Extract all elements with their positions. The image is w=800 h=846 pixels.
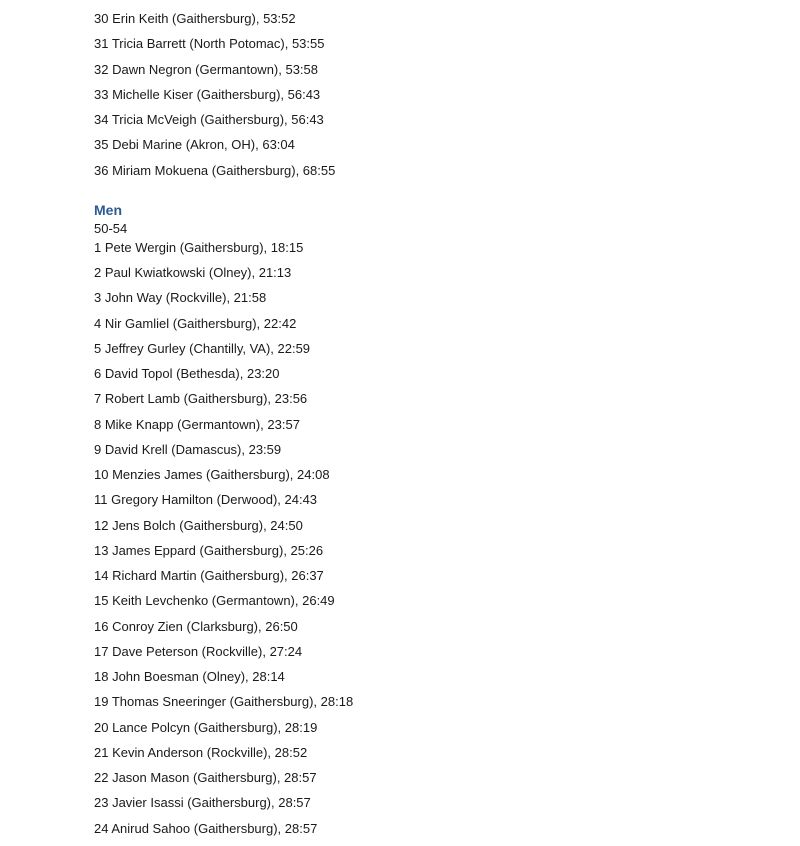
result-entry: 3 John Way (Rockville), 21:58 (94, 290, 267, 306)
result-entry: 34 Tricia McVeigh (Gaithersburg), 56:43 (94, 112, 324, 128)
age-group-label: 50-54 (94, 220, 128, 236)
result-entry: 15 Keith Levchenko (Germantown), 26:49 (94, 593, 335, 609)
men-section-heading: Men (94, 201, 122, 218)
result-entry: 17 Dave Peterson (Rockville), 27:24 (94, 643, 303, 659)
result-entry: 21 Kevin Anderson (Rockville), 28:52 (94, 744, 308, 760)
result-entry: 20 Lance Polcyn (Gaithersburg), 28:19 (94, 719, 318, 735)
result-entry: 6 David Topol (Bethesda), 23:20 (94, 366, 280, 382)
result-entry: 23 Javier Isassi (Gaithersburg), 28:57 (94, 795, 311, 811)
result-entry: 16 Conroy Zien (Clarksburg), 26:50 (94, 618, 298, 634)
result-entry: 4 Nir Gamliel (Gaithersburg), 22:42 (94, 315, 297, 331)
result-entry: 7 Robert Lamb (Gaithersburg), 23:56 (94, 391, 308, 407)
women-results-list (94, 0, 774, 179)
result-entry: 5 Jeffrey Gurley (Chantilly, VA), 22:59 (94, 340, 311, 356)
result-entry: 1 Pete Wergin (Gaithersburg), 18:15 (94, 239, 304, 255)
result-entry: 2 Paul Kwiatkowski (Olney), 21:13 (94, 265, 292, 281)
result-entry: 11 Gregory Hamilton (Derwood), 24:43 (94, 492, 318, 508)
result-entry: 22 Jason Mason (Gaithersburg), 28:57 (94, 770, 317, 786)
result-entry: 24 Anirud Sahoo (Gaithersburg), 28:57 (94, 820, 318, 836)
result-entry: 36 Miriam Mokuena (Gaithersburg), 68:55 (94, 162, 336, 178)
result-entry: 31 Tricia Barrett (North Potomac), 53:55 (94, 36, 325, 52)
result-entry: 14 Richard Martin (Gaithersburg), 26:37 (94, 568, 324, 584)
result-entry: 10 Menzies James (Gaithersburg), 24:08 (94, 467, 330, 483)
result-entry: 13 James Eppard (Gaithersburg), 25:26 (94, 542, 324, 558)
result-entry: 30 Erin Keith (Gaithersburg), 53:52 (94, 11, 296, 26)
result-entry: 18 John Boesman (Olney), 28:14 (94, 669, 285, 685)
result-entry: 12 Jens Bolch (Gaithersburg), 24:50 (94, 517, 303, 533)
result-entry: 35 Debi Marine (Akron, OH), 63:04 (94, 137, 295, 153)
result-entry: 32 Dawn Negron (Germantown), 53:58 (94, 61, 319, 77)
results-document (94, 0, 774, 837)
men-results-list (94, 240, 774, 837)
result-entry: 33 Michelle Kiser (Gaithersburg), 56:43 (94, 86, 321, 102)
result-entry: 9 David Krell (Damascus), 23:59 (94, 441, 282, 457)
result-entry: 8 Mike Knapp (Germantown), 23:57 (94, 416, 300, 432)
result-entry: 19 Thomas Sneeringer (Gaithersburg), 28:18 (94, 694, 354, 710)
